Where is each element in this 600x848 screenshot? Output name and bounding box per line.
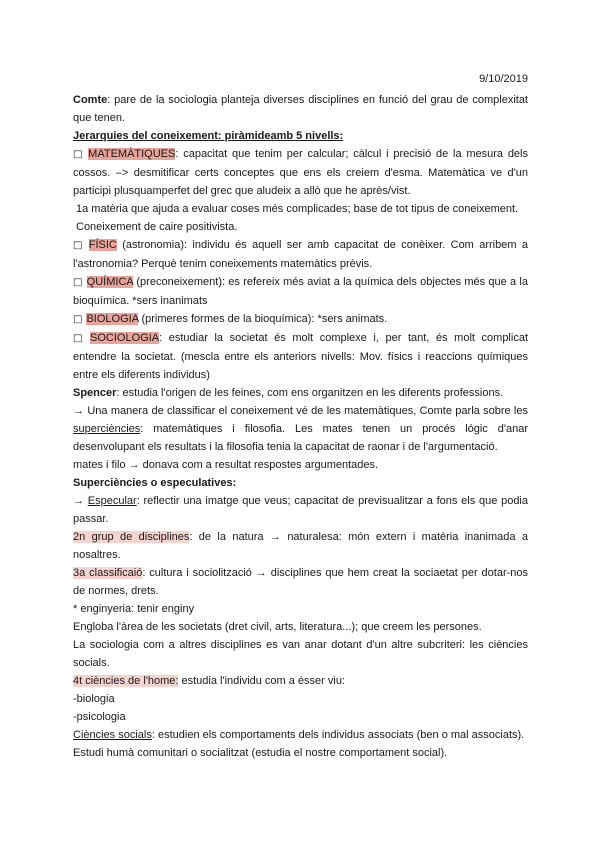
paragraph-mates-filo: mates i filo → donava com a resultat respostes argumentades. (73, 459, 379, 471)
paragraph-home4 (73, 672, 528, 690)
item-biologia (73, 310, 528, 329)
label-grup2: 2n grup de disciplines (73, 531, 190, 543)
paragraph-ciencies-socials (73, 726, 528, 744)
label-quimica: QUÍMICA (86, 276, 134, 288)
text-home4: estudia l'individu com a ésser viu: (178, 675, 346, 687)
label-biologia: BIOLOGIA (86, 313, 139, 325)
text-fisic: (astronomia): individu és aquell ser amb capacitat de conèixer. Com arribem a l'astronomia? Perquè tenim coneixements matemàtics prèvis. (73, 239, 528, 270)
paragraph-superciencies (73, 402, 528, 456)
paragraph-spencer (73, 384, 528, 402)
text-matematiques: : capacitat que tenim per calcular; càlcul i precisió de la mesura dels cossos. –> desmitificar certs conceptes que ens els creiem d'esma. Matemàtica ve d'un participi plusquamperfet del grec que aludeix a allò que he après/vist. (73, 148, 528, 197)
text-class3: : cultura i sociolització → disciplines que hem creat la sociaetat per dotar-nos de normes, drets. (73, 567, 529, 597)
paragraph-engloba: Engloba l'àrea de les societats (dret civil, arts, literatura...); que creem les persones. (73, 621, 482, 633)
paragraph-grup2 (73, 528, 528, 564)
ciencies-socials-text: : estudien els comportaments dels individus associats (ben o mal associats). (151, 729, 525, 741)
item-sociologia (73, 329, 528, 384)
paragraph-comte (73, 91, 528, 127)
item-matematiques (73, 145, 528, 200)
list-item-biologia: -biologia (73, 693, 115, 705)
list-item-psicologia: -psicologia (73, 711, 126, 723)
especular-arrow: → (73, 495, 88, 507)
checkbox-icon: □ (73, 277, 83, 288)
paragraph-especular (73, 492, 528, 528)
label-class3: 3a classificaió (73, 567, 143, 579)
document-body (73, 91, 528, 762)
text-grup2: : de la natura → naturalesa: món extern i matèria inanimada a nosaltres. (73, 531, 528, 561)
item-fisic (73, 236, 528, 273)
checkbox-icon: □ (73, 149, 85, 160)
document-date: 9/10/2019 (479, 73, 528, 85)
heading-jerarquies: Jerarquies del coneixement: piràmideamb 5 nivells: (73, 130, 344, 142)
paragraph-class3 (73, 564, 528, 600)
checkbox-icon: □ (73, 240, 85, 251)
spencer-lead: Spencer (73, 387, 117, 399)
heading-superciencies: Superciències o especulatives: (73, 477, 237, 489)
paragraph-estudi: Estudi humà comunitari o socialitzat (estudia el nostre comportament social). (73, 747, 448, 759)
especular-text: : reflectir una imatge que veus; capacitat de previsualitzar a fons els que podia passar. (73, 495, 528, 525)
label-home4: 4t ciències de l'home: (73, 675, 179, 687)
paragraph-sociologia-subcriteri: La sociologia com a altres disciplines es van anar dotant d'un altre subcriteri: les ciències socials. (73, 639, 528, 669)
label-matematiques: MATEMÀTIQUES (88, 148, 176, 160)
checkbox-icon: □ (73, 314, 83, 325)
label-fisic: FÍSIC (88, 239, 117, 251)
text-biologia: (primeres formes de la bioquímica): *sers animats. (138, 313, 388, 325)
label-sociologia: SOCIOLOGIA (90, 332, 160, 344)
paragraph-enginyeria: * enginyeria: tenir enginy (73, 603, 195, 615)
text-quimica: (preconeixement): es refereix més aviat a la química dels objectes més que a la bioquímica. *sers inanimats (73, 276, 528, 307)
text-sociologia: : estudiar la societat és molt complexe i, per tant, és molt complicat entendre la societat. (mescla entre els anteriors nivells: Mov. físics i reaccions químiques entre els diferents individus) (73, 332, 528, 381)
superciencies-term: superciències (73, 423, 141, 435)
especular-term: Especular (87, 495, 137, 507)
ciencies-socials-term: Ciències socials (73, 729, 152, 741)
comte-lead: Comte (73, 94, 108, 106)
note-matematiques-2: Coneixement de caire positivista. (76, 221, 238, 233)
superciencies-text-b: : matemàtiques i filosofia. Les mates tenen un procés lógic d'anar desenvolupant els resultats i la filosofia tenia la capacitat de raonar i de l'argumentació. (73, 423, 528, 453)
comte-text: : pare de la sociologia planteja diverses disciplines en funció del grau de complexitat que tenen. (73, 94, 528, 124)
note-matematiques-1: 1a matèria que ajuda a evaluar coses més complicades; base de tot tipus de coneixement. (76, 203, 519, 215)
checkbox-icon: □ (73, 333, 86, 344)
item-quimica (73, 273, 528, 310)
spencer-text: : estudia l'origen de les feines, com ens organitzen en les diferents professions. (116, 387, 504, 399)
superciencies-text-a: → Una manera de classificar el coneixement vé de les matemàtiques, Comte parla sobre les (73, 405, 528, 417)
